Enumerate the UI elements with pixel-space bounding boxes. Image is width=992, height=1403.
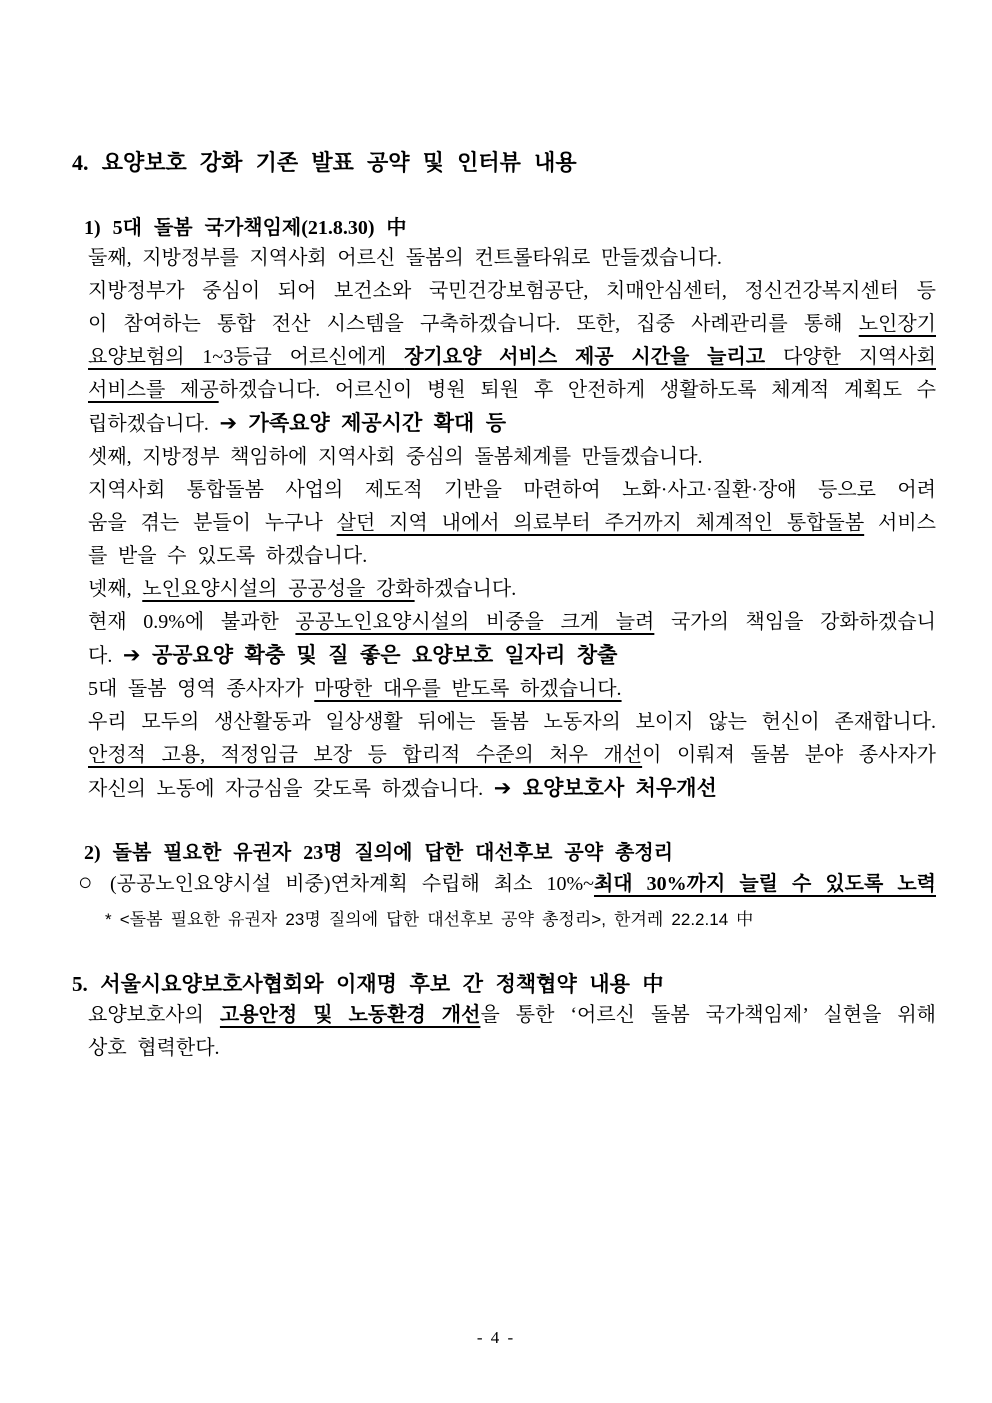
text-line bbox=[88, 573, 936, 606]
text-line bbox=[88, 606, 936, 639]
paragraph-fourth-pledge bbox=[88, 573, 936, 673]
paragraph-second-pledge bbox=[88, 242, 936, 441]
source-footnote bbox=[105, 907, 936, 933]
text-segment: 셋째, 지방정부 책임하에 지역사회 중심의 돌봄체계를 만들겠습니다. bbox=[88, 446, 703, 468]
text-segment: 자신의 노동에 자긍심을 갖도록 하겠습니다. bbox=[88, 778, 494, 800]
text-segment: 하겠습니다. 어르신이 병원 퇴원 후 안전하게 생활하도록 체계적 계획도 수 bbox=[218, 379, 936, 401]
paragraph-third-pledge bbox=[88, 441, 936, 573]
text-segment: 5대 돌봄 영역 종사자가 bbox=[88, 678, 315, 700]
text-segment: 4. 요양보호 강화 기존 발표 공약 및 인터뷰 내용 bbox=[72, 150, 577, 175]
paragraph-policy-agreement bbox=[88, 999, 936, 1065]
text-segment: 안정적 고용, 적정임금 보장 등 합리적 수준의 처우 개선 bbox=[88, 744, 643, 766]
subsection-2-heading bbox=[84, 839, 936, 867]
paragraph-care-workers bbox=[88, 673, 936, 706]
text-line bbox=[88, 441, 936, 474]
text-segment: 서비스 bbox=[864, 512, 936, 534]
bullet-item-facility-ratio bbox=[78, 867, 936, 901]
text-segment: 살던 지역 내에서 의료부터 주거까지 체계적인 통합돌봄 bbox=[336, 512, 865, 534]
text-line bbox=[88, 739, 936, 772]
text-segment: 현재 0.9%에 불과한 bbox=[88, 611, 296, 633]
text-segment: * <돌봄 필요한 유권자 23명 질의에 답한 대선후보 공약 총정리>, 한겨레 22.2.14 中 bbox=[105, 910, 754, 929]
text-line bbox=[88, 374, 936, 407]
text-line bbox=[88, 540, 936, 573]
text-segment: 1) 5대 돌봄 국가책임제(21.8.30) 中 bbox=[84, 217, 407, 239]
text-segment: 넷째, bbox=[88, 578, 143, 600]
text-segment: 요양보호사의 bbox=[88, 1004, 220, 1026]
text-line bbox=[88, 507, 936, 540]
text-segment: 움을 겪는 분들이 누구나 bbox=[88, 512, 337, 534]
text-segment: 우리 모두의 생산활동과 일상생활 뒤에는 돌봄 노동자의 보이지 않는 헌신이 존재합니다. bbox=[88, 711, 936, 733]
text-line bbox=[88, 772, 936, 806]
text-segment: 를 받을 수 있도록 하겠습니다. bbox=[88, 545, 368, 567]
arrow-annotation: ➔ 가족요양 제공시간 확대 등 bbox=[219, 412, 507, 435]
text-segment: (공공노인요양시설 비중)연차계획 수립해 최소 10%~ bbox=[95, 873, 594, 895]
subsection-1-heading bbox=[84, 214, 936, 242]
text-segment: ○ bbox=[78, 870, 96, 896]
text-line bbox=[88, 275, 936, 308]
text-segment: 장기요양 서비스 제공 시간을 늘리고 bbox=[404, 346, 766, 368]
text-segment: 고용안정 및 노동환경 개선 bbox=[219, 1004, 481, 1026]
text-line bbox=[88, 407, 936, 441]
text-segment: 5. 서울시요양보호사협회와 이재명 후보 간 정책협약 내용 中 bbox=[72, 972, 664, 996]
text-line bbox=[88, 999, 936, 1032]
text-line bbox=[88, 341, 936, 374]
text-segment: 국가의 책임을 강화하겠습니 bbox=[654, 611, 936, 633]
text-segment: 노인요양시설의 공공성을 강화 bbox=[142, 578, 415, 600]
text-segment: 지역사회 통합돌봄 사업의 제도적 기반을 마련하여 노화·사고·질환·장애 등으로 어려 bbox=[88, 479, 936, 501]
text-segment: 다. bbox=[88, 645, 123, 667]
text-segment: 노인장기 bbox=[858, 313, 936, 335]
text-segment: 마땅한 대우를 받도록 하겠습니다. bbox=[314, 678, 622, 700]
text-segment: 을 통한 ‘어르신 돌봄 국가책임제’ 실현을 위해 bbox=[480, 1004, 936, 1026]
section-4-heading bbox=[72, 148, 936, 178]
text-line bbox=[88, 474, 936, 507]
section-5-heading bbox=[72, 969, 936, 999]
text-segment: 지방정부가 중심이 되어 보건소와 국민건강보험공단, 치매안심센터, 정신건강복지센터 등 bbox=[88, 280, 936, 302]
text-segment: 최대 30%까지 늘릴 수 있도록 노력 bbox=[593, 873, 936, 895]
text-segment: 서비스를 제공 bbox=[88, 379, 219, 401]
text-line bbox=[88, 1032, 936, 1065]
text-line bbox=[88, 639, 936, 673]
arrow-annotation: ➔ 요양보호사 처우개선 bbox=[493, 777, 717, 800]
paragraph-treatment-improvement bbox=[88, 706, 936, 806]
text-segment: 립하겠습니다. bbox=[88, 413, 220, 435]
text-segment: 이 이뤄져 돌봄 분야 종사자가 bbox=[642, 744, 937, 766]
page-number: - 4 - bbox=[476, 1328, 516, 1347]
text-line bbox=[88, 308, 936, 341]
text-line bbox=[88, 242, 936, 275]
document-content bbox=[72, 0, 937, 1065]
arrow-annotation: ➔ 공공요양 확충 및 질 좋은 요양보호 일자리 창출 bbox=[122, 644, 618, 667]
text-segment: 이 참여하는 통합 전산 시스템을 구축하겠습니다. 또한, 집중 사례관리를 통해 bbox=[88, 313, 859, 335]
text-segment: 하겠습니다. bbox=[414, 578, 517, 600]
text-segment: 2) 돌봄 필요한 유권자 23명 질의에 답한 대선후보 공약 총정리 bbox=[84, 842, 674, 864]
text-segment: 다양한 지역사회 bbox=[765, 346, 936, 368]
text-segment: 둘째, 지방정부를 지역사회 어르신 돌봄의 컨트롤타워로 만들겠습니다. bbox=[88, 247, 722, 269]
bullet-text-line bbox=[78, 867, 936, 901]
text-segment: 상호 협력한다. bbox=[88, 1037, 220, 1059]
text-line bbox=[88, 673, 936, 706]
text-segment: 요양보험의 1~3등급 어르신에게 bbox=[88, 346, 405, 368]
text-line bbox=[88, 706, 936, 739]
text-segment: 공공노인요양시설의 비중을 크게 늘려 bbox=[295, 611, 655, 633]
